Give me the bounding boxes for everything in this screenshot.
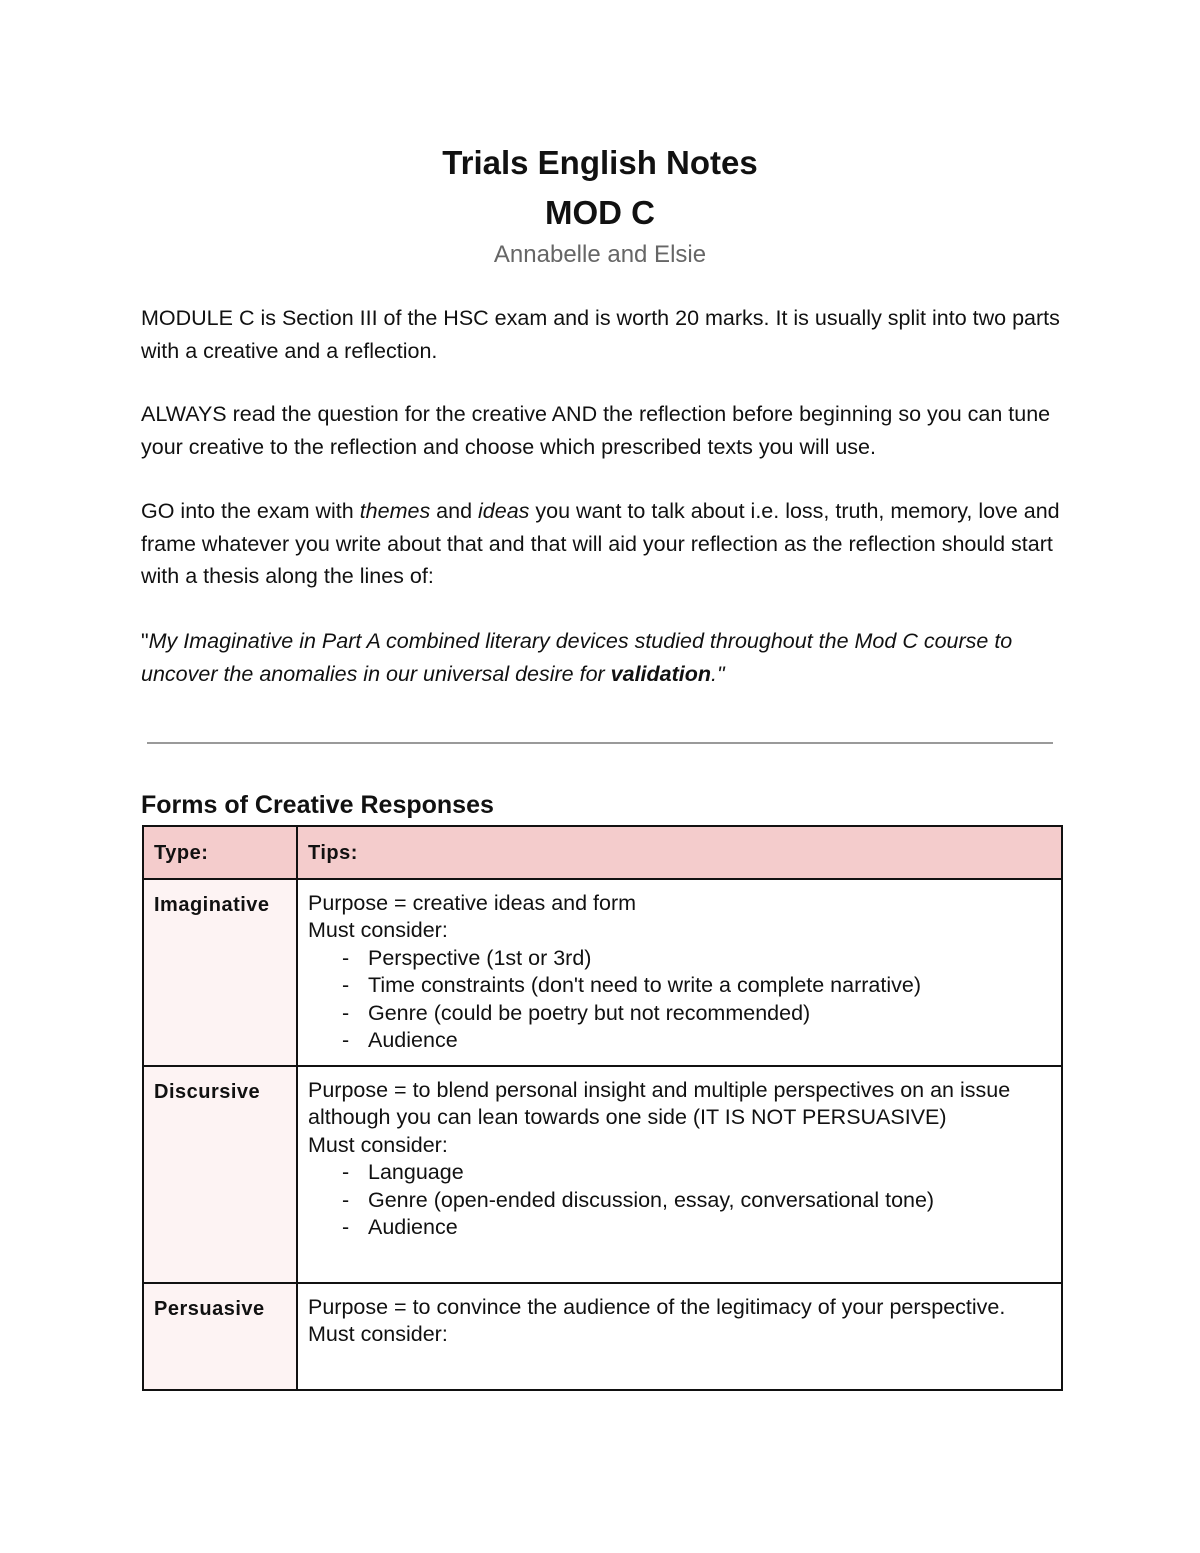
quote-bold-word: validation — [610, 661, 712, 686]
bullet-dash: - — [342, 1000, 350, 1025]
table-row-imaginative — [143, 879, 1062, 1066]
tip-purpose: Purpose = creative ideas and form — [308, 890, 637, 915]
type-cell: Discursive — [143, 1066, 297, 1283]
tip-must-consider: Must consider: — [308, 1322, 448, 1346]
table-header-row — [143, 826, 1062, 879]
section-heading: Forms of Creative Responses — [141, 791, 494, 819]
tips-cell — [297, 1066, 1062, 1283]
list-item: - Language — [308, 1159, 1051, 1187]
document-authors: Annabelle and Elsie — [493, 241, 707, 268]
bullet-dash: - — [342, 1028, 350, 1052]
table-row-persuasive — [143, 1283, 1062, 1390]
document-title: Trials English Notes — [442, 144, 758, 181]
p3-emphasis-ideas: ideas — [478, 499, 530, 523]
list-item: - Audience — [308, 1214, 1051, 1242]
type-cell: Imaginative — [143, 879, 297, 1066]
quote-text: My Imaginative in Part A combined literary devices studied throughout the Mod C course to uncover the anomalies in our universal desire for — [141, 629, 1013, 686]
intro-paragraph-1: MODULE C is Section III of the HSC exam and is worth 20 marks. It is usually split into two parts with a creative and a reflection. — [141, 306, 1060, 363]
p3-text-1: GO into the exam with — [141, 499, 360, 523]
header-tips: Tips: — [297, 826, 1062, 879]
thesis-quote — [141, 625, 1061, 690]
list-item: - Audience — [308, 1027, 1051, 1055]
tips-list — [308, 1159, 1051, 1242]
list-item: - Perspective (1st or 3rd) — [308, 945, 1051, 973]
list-item: - Time constraints (don't need to write a complete narrative) — [308, 972, 1051, 1000]
tips-cell — [297, 879, 1062, 1066]
horizontal-divider — [147, 742, 1053, 744]
tips-cell — [297, 1283, 1062, 1390]
tips-list — [308, 945, 1051, 1055]
bullet-dash: - — [342, 945, 350, 970]
intro-paragraph-2: ALWAYS read the question for the creative AND the reflection before beginning so you can tune your creative to the reflection and choose which prescribed texts you will use. — [141, 402, 1051, 459]
type-cell: Persuasive — [143, 1283, 297, 1390]
list-item: - Genre (open-ended discussion, essay, conversational tone) — [308, 1187, 1051, 1215]
quote-close-mark: ." — [711, 661, 725, 686]
bullet-dash: - — [342, 973, 350, 997]
p3-emphasis-themes: themes — [359, 499, 431, 523]
document-module: MOD C — [545, 194, 655, 231]
tip-purpose: Purpose = to blend personal insight and multiple perspectives on an issue although you can lean towards one side (IT IS NOT PERSUASIVE) — [308, 1077, 1011, 1129]
intro-paragraph-3 — [141, 495, 1061, 593]
bullet-dash: - — [342, 1160, 350, 1184]
header-type: Type: — [143, 826, 297, 879]
list-item: - Genre (could be poetry but not recommended) — [308, 1000, 1051, 1028]
table-row-discursive — [143, 1066, 1062, 1283]
tip-must-consider: Must consider: — [308, 1132, 448, 1157]
p3-text-3: you want to talk about i.e. loss, truth, memory, love and frame whatever you write about that and that will aid your reflection as the reflection should start with a thesis along the lines of: — [141, 499, 1060, 588]
p3-text-2: and — [430, 499, 479, 523]
quote-open-mark: " — [141, 629, 149, 653]
bullet-dash: - — [342, 1215, 350, 1239]
tip-must-consider: Must consider: — [308, 918, 448, 942]
tip-purpose: Purpose = to convince the audience of the legitimacy of your perspective. — [308, 1294, 1006, 1319]
bullet-dash: - — [342, 1187, 350, 1212]
creative-forms-table — [142, 825, 1063, 1391]
